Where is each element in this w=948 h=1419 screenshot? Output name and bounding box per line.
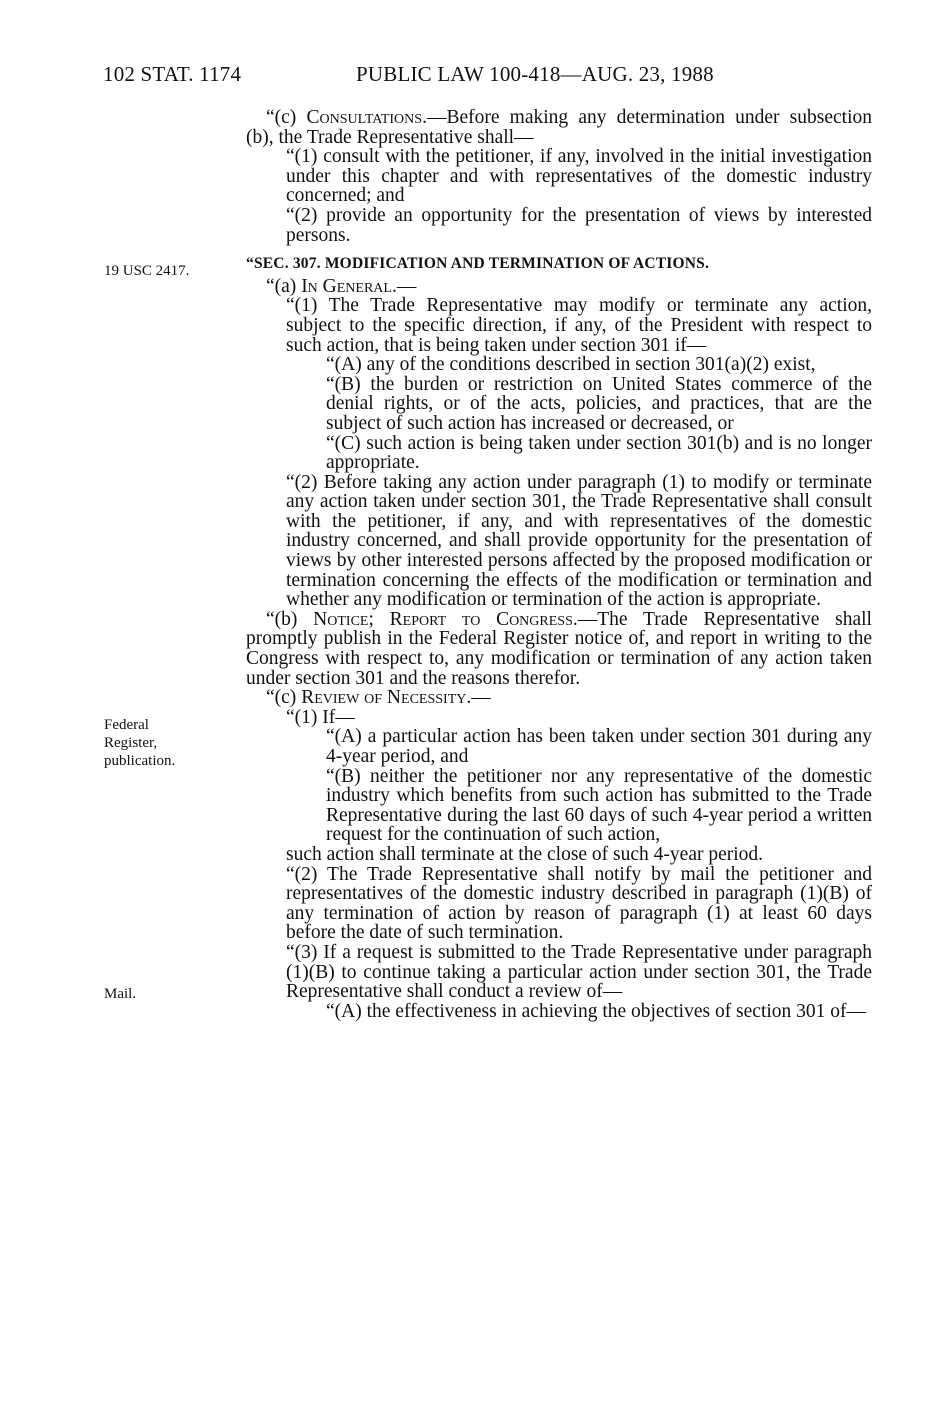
heading: In General <box>301 275 392 297</box>
margin-note-federal-register: Federal Register, publication. <box>104 717 176 769</box>
heading: Review of Necessity <box>301 687 467 709</box>
subsection-c-review-heading <box>246 688 872 708</box>
intro: .—Before making any determination under subsection (b), the Trade Representative shall— <box>246 107 872 148</box>
paragraph-rc3: “(3) If a request is submitted to the Trade Representative under paragraph (1)(B) to continue taking a particular action under section 301, the Trade Representative shall conduct a review of— <box>286 941 872 1003</box>
paragraph-rc1: “(1) If— <box>286 706 355 728</box>
heading: Consultations <box>306 107 423 128</box>
label: “(c) <box>266 107 307 128</box>
paragraph-rc2: “(2) The Trade Representative shall notify by mail the petitioner and representatives of the domestic industry described in paragraph (1)(B) of any termination of action by reason of paragraph (1) at least 60 days before the date of such termination. <box>286 863 872 944</box>
dash: .— <box>466 687 491 709</box>
dash: .— <box>391 275 417 297</box>
label: “(c) <box>266 687 302 709</box>
subsection-c-consultations <box>246 108 872 147</box>
label: “(a) <box>266 275 302 297</box>
margin-note-usc: 19 USC 2417. <box>104 263 190 279</box>
subparagraph-a1A: “(A) any of the conditions described in section 301(a)(2) exist, <box>326 354 816 376</box>
heading: Notice; Report to Congress <box>313 608 573 630</box>
subsection-a-heading <box>246 277 872 297</box>
paragraph-a1: “(1) The Trade Representative may modify or terminate any action, subject to the specific direction, if any, of the President with respect to such action, that is being taken under section 301 if— <box>286 295 872 356</box>
subparagraph-a1B: “(B) the burden or restriction on United States commerce of the denial rights, or of the acts, policies, and practices, that are the subject of such action has increased or decreased, or <box>326 373 872 434</box>
body: .—The Trade Representative shall promptly publish in the Federal Register notice of, and report in writing to the Congress with respect to, any modification or termination of any action taken under section 301 and the reasons therefor. <box>246 608 872 689</box>
subparagraph-rc1B: “(B) neither the petitioner nor any representative of the domestic industry which benefits from such action has submitted to the Trade Representative during the last 60 days of such 4-year period a written request for the continuation of such action, <box>326 765 872 846</box>
subparagraph-rc1A: “(A) a particular action has been taken under section 301 during any 4-year period, and <box>326 726 872 767</box>
stat-page-number: 102 STAT. 1174 <box>103 62 242 86</box>
margin-note-mail: Mail. <box>104 986 137 1002</box>
subsection-b-notice <box>246 610 872 688</box>
paragraph-a2: “(2) Before taking any action under paragraph (1) to modify or terminate any action taken under section 301, the Trade Representative shall consult with the petitioner, if any, and with representatives of the domestic industry concerned, and shall provide opportunity for the presentation of views by other interested persons affected by the proposed modification or termination concerning the effects of the modification or termination and whether any modification or termination of the action is appropriate. <box>286 471 872 611</box>
paragraph-rc1-tail: such action shall terminate at the close of such 4-year period. <box>286 843 764 865</box>
section-307-heading: “SEC. 307. MODIFICATION AND TERMINATION OF ACTIONS. <box>246 255 710 273</box>
paragraph-c2: “(2) provide an opportunity for the presentation of views by interested persons. <box>286 204 872 246</box>
label: “(b) <box>266 608 314 630</box>
paragraph-c1: “(1) consult with the petitioner, if any, involved in the initial investigation under this chapter and with representatives of the domestic industry concerned; and <box>286 146 872 207</box>
subparagraph-a1C: “(C) such action is being taken under section 301(b) and is no longer appropriate. <box>326 432 872 474</box>
subparagraph-rc3A: “(A) the effectiveness in achieving the objectives of section 301 of— <box>326 1000 867 1022</box>
law-title-date: PUBLIC LAW 100-418—AUG. 23, 1988 <box>356 62 714 86</box>
document-body <box>246 108 872 1021</box>
